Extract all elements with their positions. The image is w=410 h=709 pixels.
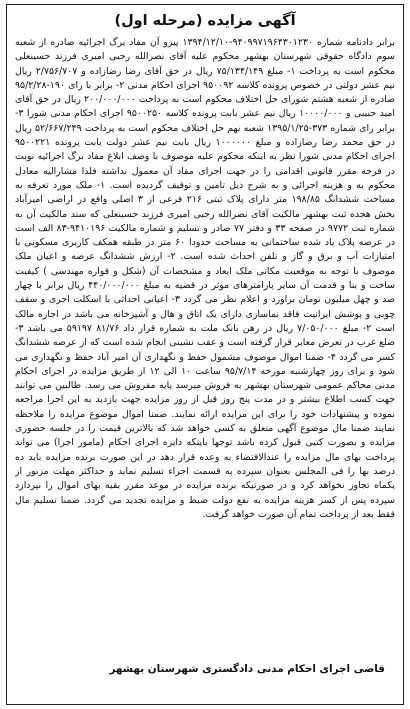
notice-title: آگهی مزایده (مرحله اول) xyxy=(114,13,296,29)
notice-body: برابر دادنامه شماره ۹۴۰۹۹۷۱۹۶۴۳۰۱۲۳۰-۱۳۹۴/۱۲/۱۰ پیرو آن مفاد برگ اجرائیه صادره از شعبه سوم دادگاه حقوقی شهرستان بهشهر محکوم علیه آقای نصرالله رجبی امیری فرزند حسینعلی محکوم است به پرداخت ۱- مبلغ ۷۵/۱۳۴/۱۴۹ ریال در حق آقای رضا رضازاده و ۲/۷۵۶/۷۰۷ ریال نیم عشر دولتی در خصوص پرونده کلاسه ۹۵۰۰۹۲ اجرای احکام مدنی ۲- برابر با رای ۱۹۰-۹۵/۲/۲۸ صادره از شعبه هشتم شورای حل اختلاف محکوم است به پرداخت ۲۰۰/۰۰۰/۰۰۰ ریال در حق آقای امید حبیبی و ۱۰۰۰۰/۰۰۰ ریال نیم عشر بابت پرونده کلاسه ۹۵۰۰۲۵۰ اجرای احکام مدنی شورا ۳- برابر رای شماره ۳۷۳-۱۳۹۵/۱/۲۵ شعبه نهم حل اختلاف محکوم است به پرداخت ۵۲/۶۶۷/۲۴۹ ریال در حق محمد رضا رضازاده و مبلغ ۱۰۰۰۰۰۰ ریال بابت نیم عشر دولت بابت پرونده ۹۵۰۰۲۲۱ اجرای احکام مدنی شورا نظر به اینکه محکوم علیه موصوف با وصف ابلاغ مفاد برگ اجرائیه نوبت در فرجه مقرر قانونی اقدامی را در جهت اجرای مفاد آن معمول نداشته فلذا مشارالیه معادل محکوم به و هزینه اجرائی و به شرح ذیل تامین و توقیف گردیده است. ۱- ملک مورد تعرفه به مساحت ششدانگ ۱۹۸/۸۵ متر دارای پلاک ثبتی ۲۱۶ فرعی از ۳ اصلی واقع در اراضی امیرآباد بخش هجده ثبت بهشهر مالکیت آقای نصرالله رجبی امیری فرزند حسینعلی که سند مالکیت آن به شماره ثبت ۹۷۷۲ در صفحه ۳۳ و دفتر ۷۷ صادر و تسلیم و شماره مالکیت ۹۴۱۰۱۹۶-۸۳ الف است در عرصه پلاک یاد شده ساختمانی به مساحت حدودا ۶۰ متر در طبقه همکف کاربری مسکونی با امتیازات آب و برق و گاز و تلفن احداث شده است. ۲- ارزش ششدانگ عرصه و اعیان ملک موصوف با توجه به موقعیت مکانی ملک ابعاد و مشخصات آن (شکل و قواره مهندسی ) کیفیت ساخت و بنا و قدمت آن سایر پارامترهای موثر در قضیه به مبلغ ۴۴۰/۰۰۰/۰۰۰ ریال برابر با چهار صد و چهل میلیون تومان براورد و اعلام نظر می گردد ۳- اعیانی احداثی با اسکلت اجری و سقف چوبی و پوشش ایرانیت فاقد نماسازی دارای یک اتاق و هال و آشپزخانه می باشد در اجاره مالک است ۲- مبلغ ۷/۰۵۰/۰۰۰ ریال در رهن بانک ملت به شماره قرار داد ۸۱/۷۶ ۵۹۱۹۷ می باشد ۳- ضلع غرب در تعرض معابر قرار گرفته است و عقب نشینی انجام شده است که از عرصه ششدانگ کسر می گردد ۴- ضمنا اموال موصوف مشمول حفظ و نگهداری آن امیر آباد حفظ و نگهداری می شود و برای روز چهارشنبه مورخه ۹۵/۷/۱۴ ساعت ۱۰ الی ۱۲ از طریق مزایده در اجرای احکام مدنی محاکم عمومی شهرستان بهشهر به فروش میرسد پایه مفروش می رسد. طالبین می توانند جهت کسب اطلاع بیشتر و در مدت پنج روز قبل از روز مزایده جهت بازدید به این اجرا مراجعه نموده و پیشنهادات خود را برای این مزایده ارائه نمایند. ضمنا اموال موضوع مزایده را ملاحظه نمایند ضمنا مال موضوع آگهی متعلق به کسی خواهد شد که بالاترین قیمت را در جلسه حضوری مزایده و بصورت کتبی قبول کرده باشد توجها باینکه دایره اجرای احکام (مامور اجرا) می تواند پرداخت بهای مال مزایده را عندالاقتضاء به وعده قرار دهد در این صورت برنده مزایده باید ده درصد بها را فی المجلس بعنوان سپرده به قسمت اجراء تسلیم نماید و حداکثر مهلت مزبور از یکماه تجاوز نخواهد کرد و در صورتیکه برنده مزایده در موعد مقرر بقیه بهای اموال را نپردازد سپرده پس از کسر هزینه مزایده به نفع دولت ضبط و مزایده تجدید می گردد. ضمنا تسلیم مال فقط بعد از پرداخت تمام آن صورت خواهد گرفت. xyxy=(15,37,395,520)
auction-notice xyxy=(6,4,404,705)
notice-signature: قاضی اجرای احکام مدنی دادگستری شهرستان بهشهر xyxy=(109,663,385,675)
